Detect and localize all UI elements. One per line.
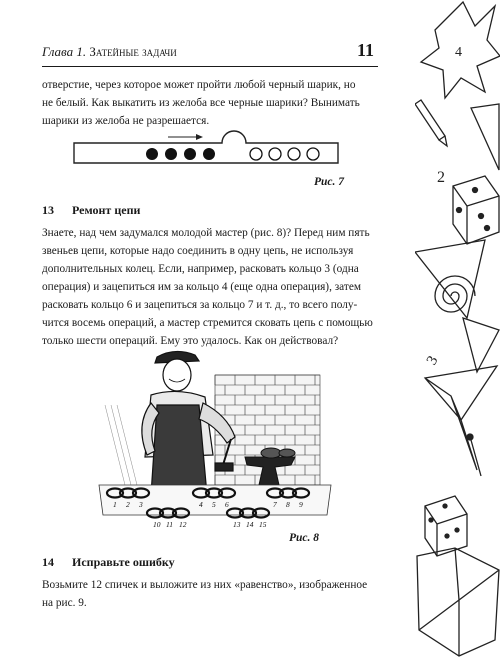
white-ball [250,148,262,160]
black-ball [203,148,215,160]
text-line: Возьмите 12 спичек и выложите из них «равенство», изображенное [42,579,368,591]
section-title: Ремонт цепи [72,203,141,217]
figure-8-caption: Рис. 8 [289,532,320,544]
text-line: дополнительных колец. Если, например, расковать кольцо 3 (одна [42,263,359,275]
section-13-paragraph [42,224,378,350]
doodle-number: 2 [437,169,445,186]
chapter-title: Затейные задачи [89,44,177,59]
ring-label: 8 [286,500,290,509]
text-line: чится восемь операций, а мастер стремится сковать цепь с помощью [42,317,373,329]
doodle-number: 4 [455,45,462,60]
triangle-shape [415,240,485,318]
polyhedron-shape [417,548,499,656]
ring-label: 10 [153,520,161,529]
black-ball [146,148,158,160]
white-ball [288,148,300,160]
ring-label: 7 [273,500,277,509]
triangle-shape [471,104,499,170]
text-line: отверстие, через которое может пройти любой черный шарик, но [42,79,356,91]
text-line: расковать кольцо 6 и зацепиться за кольцо 7 и т. д., то всего полу- [42,299,358,311]
text-line: звеньев цепи, которые надо соединить в одну цепь, не используя [42,245,354,257]
ring-label: 11 [166,520,173,529]
paper-plane-shape [425,366,497,470]
section-number: 13 [42,203,54,217]
ring-label: 4 [199,500,203,509]
text-line: Знаете, над чем задумался молодой мастер (рис. 8)? Перед ним пять [42,227,370,239]
text-line: операция) и зацепиться им за кольцо 4 (еще одна операция), затем [42,281,361,293]
ring-label: 1 [113,500,117,509]
doodle-number: 3 [423,353,442,368]
black-ball [165,148,177,160]
arrow-head-icon [196,134,203,140]
decorative-doodles [415,0,500,659]
ring-label: 6 [225,500,229,509]
ring-label: 13 [233,520,241,529]
dice-icon [425,496,467,556]
triangle-shape [463,318,499,372]
ring-label: 9 [299,500,303,509]
text-line: не белый. Как выкатить из желоба все черные шарики? Вынимать [42,97,360,109]
chapter-prefix: Глава 1. [42,44,87,59]
intro-paragraph [42,76,378,130]
ring-label: 15 [259,520,267,529]
pencil-icon [415,100,447,146]
text-line: на рис. 9. [42,597,87,609]
ring-label: 5 [212,500,216,509]
text-line: шарики из желоба не разрешается. [42,115,210,127]
dice-icon [453,176,499,244]
figure-8-illustration [95,345,335,540]
figure-7-trough [60,128,360,176]
ring-label: 2 [126,500,130,509]
section-title: Исправьте ошибку [72,555,175,569]
section-14-paragraph [42,576,378,612]
black-ball [184,148,196,160]
chapter-label [42,44,177,60]
section-14-heading [42,555,175,570]
page-header [42,40,378,67]
ring-label: 14 [246,520,254,529]
section-13-heading [42,203,140,218]
white-ball [269,148,281,160]
figure-7-caption: Рис. 7 [314,176,345,188]
white-ball [307,148,319,160]
text-line: только шести операций. Ему это удалось. Как он действовал? [42,335,339,347]
ring-label: 12 [179,520,187,529]
ring-label: 3 [139,500,143,509]
section-number: 14 [42,555,54,569]
page-number: 11 [356,40,374,60]
